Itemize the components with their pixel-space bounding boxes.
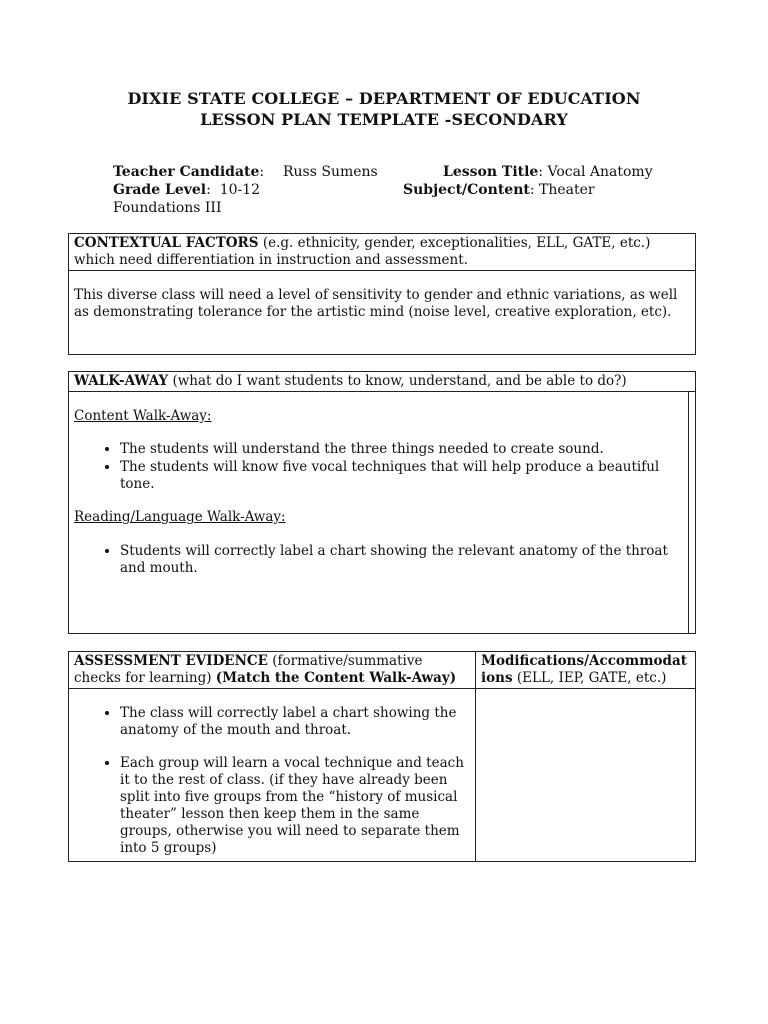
contextual-factors-heading: CONTEXTUAL FACTORS xyxy=(74,235,259,251)
walk-away-body xyxy=(69,392,689,634)
teacher-candidate-value: Russ Sumens xyxy=(283,164,378,180)
subject-label: Subject/Content xyxy=(403,182,530,198)
subject-field: Subject/Content: Theater xyxy=(403,182,595,198)
subject-value-continued: Foundations III xyxy=(113,200,222,216)
reading-walk-away-label: Reading/Language Walk-Away: xyxy=(74,509,286,525)
contextual-factors-header xyxy=(69,234,696,271)
list-item: • The students will know five vocal techniques that will help produce a beautiful tone. xyxy=(120,459,683,493)
assessment-evidence-list xyxy=(74,705,470,857)
teacher-candidate-label: Teacher Candidate xyxy=(113,164,260,180)
walk-away-heading: WALK-AWAY xyxy=(74,373,169,389)
lesson-title-label: Lesson Title xyxy=(443,164,539,180)
assessment-evidence-table xyxy=(68,651,696,862)
assessment-evidence-heading-note: (formative/summative checks for learning) xyxy=(74,653,423,686)
lesson-title-value: Vocal Anatomy xyxy=(547,164,653,180)
modifications-body xyxy=(476,689,696,862)
assessment-evidence-heading: ASSESSMENT EVIDENCE xyxy=(74,653,268,669)
subject-value: Theater xyxy=(539,182,595,198)
document-subtitle: LESSON PLAN TEMPLATE -SECONDARY xyxy=(200,110,568,129)
teacher-candidate-field: Teacher Candidate: xyxy=(113,164,265,180)
assessment-evidence-match-note: (Match the Content Walk-Away) xyxy=(215,670,457,686)
content-walk-away-label: Content Walk-Away: xyxy=(74,408,212,424)
document-title: DIXIE STATE COLLEGE – DEPARTMENT OF EDUCATION xyxy=(127,89,641,108)
contextual-factors-table xyxy=(68,233,696,355)
walk-away-heading-note: (what do I want students to know, understand, and be able to do?) xyxy=(172,373,627,389)
grade-level-value: 10-12 xyxy=(219,182,261,198)
assessment-evidence-header xyxy=(69,652,476,689)
contextual-factors-body xyxy=(69,271,696,355)
modifications-header xyxy=(476,652,696,689)
list-item: • Each group will learn a vocal technique and teach it to the rest of class. (if they have already been split into five groups from the “history of musical theater” lesson then keep them in the same groups, otherwise you will need to separate them into 5 groups) xyxy=(120,755,470,857)
walk-away-table xyxy=(68,371,696,634)
list-item: • The class will correctly label a chart showing the anatomy of the mouth and throat. xyxy=(120,705,470,739)
list-item: • The students will understand the three things needed to create sound. xyxy=(120,441,683,458)
assessment-evidence-body xyxy=(69,689,476,862)
walk-away-side-column xyxy=(689,392,696,634)
content-walk-away-list xyxy=(74,441,683,493)
modifications-heading-note: (ELL, IEP, GATE, etc.) xyxy=(516,670,667,686)
contextual-factors-heading-note: (e.g. ethnicity, gender, exceptionalities, ELL, GATE, etc.) xyxy=(262,235,651,251)
lesson-title-field: Lesson Title: Vocal Anatomy xyxy=(443,164,653,180)
walk-away-header xyxy=(69,372,696,392)
grade-level-field: Grade Level: 10-12 xyxy=(113,182,261,198)
reading-walk-away-list xyxy=(74,543,683,577)
list-item: • Students will correctly label a chart showing the relevant anatomy of the throat and mouth. xyxy=(120,543,683,577)
modifications-heading: Modifications/Accommodations xyxy=(481,653,687,686)
contextual-factors-heading-line2: which need differentiation in instruction and assessment. xyxy=(74,252,468,268)
grade-level-label: Grade Level xyxy=(113,182,207,198)
contextual-factors-text: This diverse class will need a level of sensitivity to gender and ethnic variations, as well as demonstrating tolerance for the artistic mind (noise level, creative exploration, etc). xyxy=(74,287,678,320)
